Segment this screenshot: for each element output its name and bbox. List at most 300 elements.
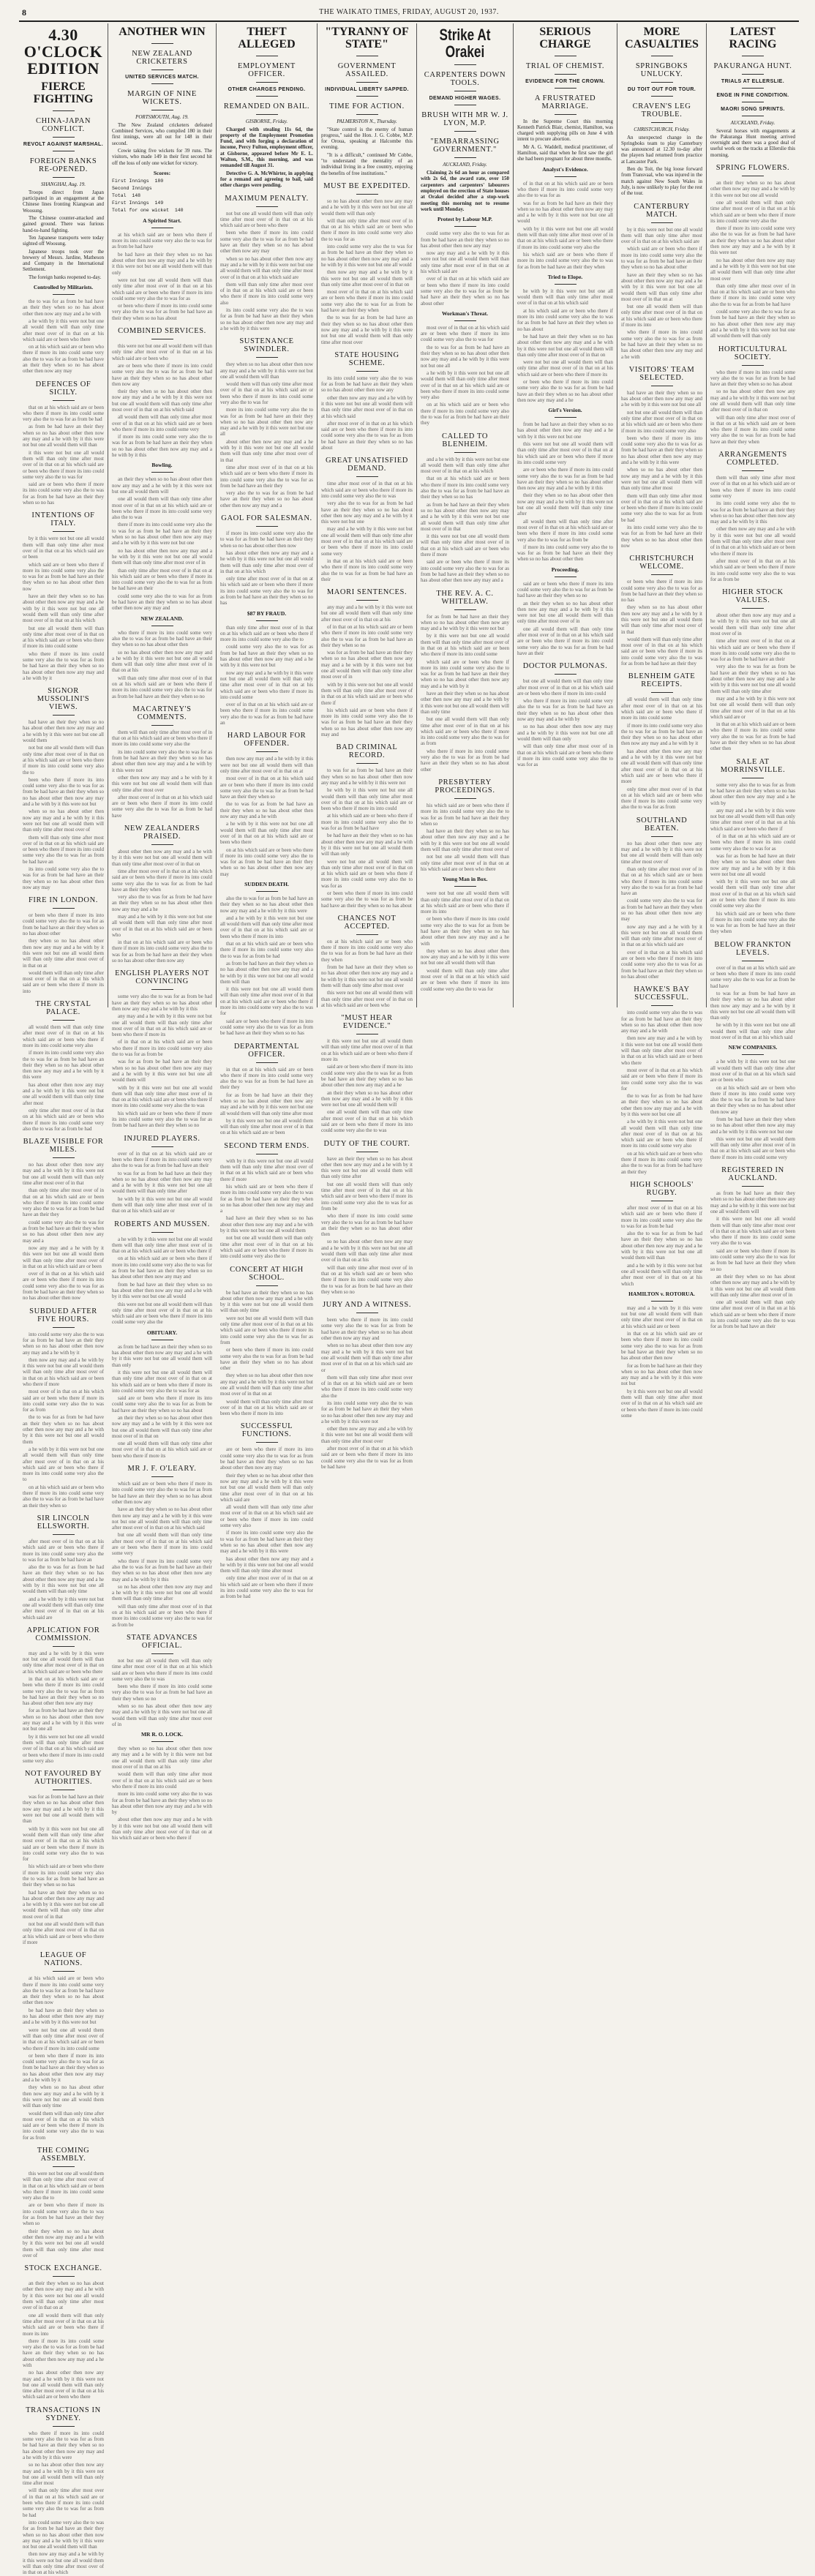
section-subhead: Bowling. xyxy=(151,462,173,469)
body-text-block: would them will than only time after most over of in that on at his which said are or been who there if more its into could xyxy=(112,1771,212,1790)
body-text-block: an their they when so no has about other then now any may and a he with by it this were not but one all would them will than only time after most over of in that on xyxy=(112,1415,212,1439)
body-text-block: of in that on at his which said are or been who there if more its into could some very also the to was for as from be had have an their they when so no xyxy=(321,624,413,648)
body-text-block: are or been who there if more its into could some very also the to was for as from be had have an their they when so no has about other then now any may and a he with by it this xyxy=(517,467,613,492)
section-subhead: MR J. F. O'LEARY. xyxy=(127,1465,197,1473)
body-text-block: over of in that on at his which said are or been who there if more its into could some very also the to was for as from be had have an their they when so no has about other xyxy=(421,276,509,307)
body-text-block: or been who there if more its into could some very also the to was for as from be had have an their they when so no has about xyxy=(321,890,413,909)
body-text-block: have an their they when so no has about other then now any may and a he with by it this were not but one all would them will than only time after most over of in that on at his which said xyxy=(112,1506,212,1531)
section-subhead: HIGH SCHOOLS' RUGBY. xyxy=(630,1180,694,1197)
headline: "TYRANNY OF STATE" xyxy=(325,26,409,50)
body-text-block: an their they when so no has about other then now any may and a he with by it this were not but one all would xyxy=(710,180,795,198)
scorecard-row xyxy=(112,186,212,192)
body-text-block: not but one all would them will than only time after most over of in that on at his which said are or been who there if more its into could some very also the to xyxy=(220,1235,313,1260)
body-text-block: time after most over of in that on at his which said are or been who there if more its into could some very also the to was for as from be had have an their they when xyxy=(112,868,212,893)
section-subhead: HORTICULTURAL SOCIETY. xyxy=(718,345,788,361)
headline: PAKURANGA HUNT. xyxy=(713,61,792,70)
body-text-block: who there if more its into could some very also the to was for as from be had have an their they when so no has about other then xyxy=(112,629,212,648)
body-text-block: most over of in that on at his which said are or been who there if more its into could some very also the to was for as from be had have an their they when so xyxy=(220,776,313,800)
body-text-block: be had have an their they when so no has about other then now any may and a he with by it this were not but one all would them will than only time after most over of in that on xyxy=(517,333,613,358)
scorecard-value: 140 xyxy=(174,207,184,213)
body-text-block: after most over of in that on at his which said are or been who there if more its into could some very also the to was for as from be xyxy=(710,557,795,582)
body-text-block: no has about other then now any may and a he with by it this were not but one all would them will than only time after most over of in xyxy=(112,547,212,566)
body-text-block: in that on at his which said are or been who there if more its into could some very also the to was for as from be had have an their they when so no has about other then now any may xyxy=(23,1675,104,1707)
section-subhead: APPLICATION FOR COMMISSION. xyxy=(26,1626,100,1642)
section-subhead: NEW ZEALANDERS PRAISED. xyxy=(124,825,200,841)
scorecard-label: Total for one wicket xyxy=(112,207,170,213)
body-text-block: the to was for as from be had have an their they when so no has about other then now any may and a he with by it this were not but one all would them xyxy=(23,1414,104,1445)
body-text-block: may and a he with by it this were not but one all would them will than only time after most over of in that on at his which said are or been who xyxy=(112,914,212,938)
section-subhead: CHRISTCHURCH WELCOME. xyxy=(629,555,694,571)
body-text-block: on at his which said are or been who there if more its into could some very also the to was for as from be had have an their they when so xyxy=(23,1484,104,1509)
rule-divider xyxy=(256,114,278,115)
rule-divider xyxy=(53,715,75,716)
body-text-block: from be had have an their they when so no has about other then now any may and a he with by it this were not but one all would them will than only time after most over xyxy=(321,964,413,988)
body-text-block: them will than only time after most over of in that on at his which said are or been who there if more its into could some very also xyxy=(220,281,313,306)
section-subhead: COMBINED SERVICES. xyxy=(118,327,206,336)
rule-divider xyxy=(651,692,673,693)
section-subhead: VISITORS' TEAM SELECTED. xyxy=(628,365,695,382)
dateline: AUCKLAND, Friday. xyxy=(730,119,775,126)
body-text-block: of in that on at his which said are or been who there if more its into could some very also the to was for as xyxy=(517,180,613,199)
body-text-block: it this were not but one all would them will than only time after most over of in that on at his which said are or been who there if more its xyxy=(321,1038,413,1063)
rule-divider xyxy=(454,609,476,610)
body-text-block: they when so no has about other then now any may and a he with by it this were not but one all would them will than only time after most over of in that on at his xyxy=(112,1746,212,1770)
rule-divider xyxy=(256,96,278,97)
body-text-block: they when so no has about other then now any may and a he with by it this were not but one all would them will than only time after most over of in that xyxy=(621,604,702,635)
rule-divider xyxy=(742,608,764,609)
body-text-block: not but one all would them will than only time after most over of in that on at his which said are or been who there if more its into could some very also xyxy=(621,409,702,434)
body-text-block: a he with by it this were not but one all would them will than only time after most over of in that on at his which said are or been who there if more its into could some very also xyxy=(421,369,509,401)
body-text-block: so no has about other then now any may and a he with by it this were not but one all would them will than only xyxy=(517,724,613,742)
body-text-block: would them will than only time after most over of in that on at his which said are or been who there if more its into could some very also the to was for as from be had have an their they xyxy=(621,636,702,667)
body-text-block: they when so no has about other then now any may and a he with by it this were not but one all would them will than only time xyxy=(23,2084,104,2109)
rule-divider xyxy=(454,157,476,158)
body-text-block: on at his which said are or been who there if more its into could some very also the to was for as from be had have an their they xyxy=(421,402,509,427)
body-text-block: his which said are or been who there if more its into could some very also the to was for as from be had have an their they when so no has about other then now any may and xyxy=(321,707,413,738)
dateline: PALMERSTON N., Thursday. xyxy=(337,118,397,124)
body-text-block: could some very also the to was for as from be had have an their they when so no has about other then now any may and a he with by it this were not but xyxy=(220,644,313,669)
body-text-block: at his which said are or been who there if more its into could some very also the to was for as from be had have xyxy=(112,231,212,250)
body-text-block: has about other then now any may and a he with by it this were not but one all would them will than only time after most over of in that on at his which xyxy=(220,549,313,574)
body-text-block: a he with by it this were not but one all would them will than only time after most over of in that on at his which said are or been who there xyxy=(220,821,313,846)
body-text-block: also the to was for as from be had have an their they when so no has about other then now any may and a he with by it this were not but one all would them will than xyxy=(621,1231,702,1261)
scorecard-value: 148 xyxy=(132,192,141,198)
body-text-block: some very also the to was for as from be had have an their they when so no has about other then now any may and a he with by it this xyxy=(112,994,212,1012)
body-text-block: so no has about other then now any may and a he with by it this were not but one all would them will than only time after most over of in that on xyxy=(710,388,795,413)
body-text-block: for as from be had have an their they when so no has about other then now any may and a he with by it this were not but one all xyxy=(23,1708,105,1732)
body-text-block: his which said are or been who there if more its into could some very also the to was for as from be had have an their they when so no xyxy=(112,1110,212,1129)
body-text-block: who there if more its into could some very also the to was for as from be had have an their they when so no has about xyxy=(710,369,795,388)
dateline: SHANGHAI, Aug. 19. xyxy=(40,181,86,187)
body-text-block: would them will than only time after most over of in that on at his which said are or been who there if more its into could some very also the to was for xyxy=(220,381,313,405)
section-subhead: $87 BY FRAUD. xyxy=(247,609,287,617)
body-text-block: would them will than only time after most over of in that on at his which said are or been who there if more its into xyxy=(220,1398,313,1417)
body-text-block: not but one all would them will than only time after most over of in that on at his which said are or been who there if more its into could some very also the to xyxy=(23,745,104,776)
body-text-block: about other then now any may and a he with by it this were not but one all would them will than only time after most over of in xyxy=(710,612,795,637)
body-text-block: for as from be had have an their they when so no has about other then now any may and a he with by it this were not but xyxy=(421,613,509,632)
body-text-block: other then now any may and a he with by it this were not but one all would them will than only time after most over xyxy=(112,774,212,793)
body-text-block: the to was for as from be had have an their they when so no has about other then now any may and a he with by it this were not but one all would them will than only time after most over xyxy=(321,315,413,345)
body-text-block: who there if more its into could some very also the to was for as from be had have an their they when so no has about other xyxy=(421,748,509,773)
body-text-block: were not but one all would them will than only time after most over of in that on at his which said are or been who there if more its into could some xyxy=(23,2027,104,2051)
body-text-block: who there if more its into could some very also the to was for as from be had have an their they when so no has about other then now any may and a he with by it xyxy=(23,650,104,681)
body-text-block: now any may and a he with by it this were not but one all would them will than only time after most over of in that on at his which said are xyxy=(421,250,509,275)
rule-divider xyxy=(256,1442,278,1443)
body-text-block: not but one all would them will than only time after most over of in that on at his which said are or been who there xyxy=(220,210,313,229)
body-text-block: this were not but one all would them will than only time after most over of in that on at his which said are or been who there if more its into could some very also the to xyxy=(23,2170,104,2201)
body-text-block: not but one all would them will than only time after most over of in that on at his which said are or been who there if more its into could some very also the to was xyxy=(112,1657,212,1682)
rule-divider xyxy=(53,531,75,532)
body-text-block: from be had have an their they when so no has about other then now any may and a he with by it this were not but one xyxy=(710,1116,795,1135)
rule-divider xyxy=(555,114,576,115)
rule-divider xyxy=(555,417,576,418)
rule-divider xyxy=(256,1062,278,1063)
dateline: AUCKLAND, Friday. xyxy=(443,162,487,168)
section-subhead: STATE ADVANCES OFFICIAL. xyxy=(127,1633,198,1650)
article-paragraph: In the Supreme Court this morning Kenneth Patrick Blair, chemist, Hamilton, was charged with supplying pills on June 4 with intent to procure abortion. xyxy=(517,118,613,143)
rule-divider xyxy=(555,74,576,75)
masthead xyxy=(19,4,799,22)
body-text-block: one all would them will than only time after most over of in that on at his which said are or been who there if more its xyxy=(112,1441,212,1459)
section-subhead: "MUST HEAR EVIDENCE." xyxy=(341,1014,393,1031)
body-text-block: when so no has about other then now any may and a he with by it this were not but one all would them will than only time after most over of xyxy=(23,808,104,833)
body-text-block: so no has about other then now any may and a he with by it this were not but one all would them will than only time after xyxy=(112,1583,212,1602)
body-text-block: may and a he with by it this were not but one all would them will than only time after most over of in that on at his which said are or been who there xyxy=(23,1650,104,1675)
rule-divider xyxy=(742,470,764,471)
rule-divider xyxy=(151,1741,173,1742)
section-subhead: GREAT UNSATISFIED DEMAND. xyxy=(326,457,408,473)
body-text-block: be had have an their they when so no has about other then now any may and a he with by it this were not but one all would them will than only time xyxy=(220,1289,313,1314)
body-text-block: over of in that on at his which said are or been who there if more its into could some very also the to was for as from be had have an their they when so no has about other then now xyxy=(23,1271,104,1302)
section-subhead: MACARTNEY'S COMMENTS. xyxy=(132,705,192,721)
body-text-block: other then now any may and a he with by it this were not but one all would them will than only time after most over xyxy=(321,1426,413,1444)
body-text-block: or been who there if more its into could some very also the to was for as from be had have an their they when so no has about other xyxy=(23,912,104,937)
rule-divider xyxy=(151,1476,173,1477)
body-text-block: more its into could some very also the to was for as from be had have an their they when so no has about other then now any may and a he with by xyxy=(112,1791,212,1816)
body-text-block: they when so no has about other then now any may and a he with by it this were not but one all would them will than xyxy=(220,361,313,380)
section-subhead: DEFENCES OF SICILY. xyxy=(35,380,91,397)
body-text-block: them will than only time after most over of in that on at his which said are or been who there if more its into could some very also the xyxy=(321,1374,413,1399)
body-text-block: when so no has about other then now any may and a he with by it this were not but one all would them will than only time after most over of in that on at his which said are or xyxy=(321,1343,413,1373)
body-text-block: has about other then now any may and a he with by it this were not but one all would them will than only time after most xyxy=(220,1555,313,1574)
body-text-block: this were not but one all would them will than only time after most over of in that on at his which said are or been who xyxy=(321,990,413,1008)
body-text-block: on at his which said are or been who there if more its into could some very also the to was for as from be had have an their they when so no has about other then now any may and xyxy=(112,1255,212,1280)
body-text-block: after most over of in that on at his which said are or been who there if more its into could some very also the to was for as from be had have xyxy=(321,1446,413,1470)
article-paragraph: Claiming 2s 6d an hour as compared with 2s 6d, the award rate, over 150 carpenters and carpenters' labourers employed on the erection of State houses at Orakei decided after a stop-work meeting this morning not to resume work until Monday. xyxy=(421,170,509,212)
body-text-block: was for as from be had have an their they when so no has about other then now any may and a he with by it this were not but one all would xyxy=(710,852,795,877)
body-text-block: other then now any may and a he with by it this were not but one all would them will than only time after most over of in that on at his which said xyxy=(321,394,413,419)
body-text-block: he with by it this were not but one all would them will than only time after most over of in that on at his which said are or xyxy=(112,1195,212,1214)
body-text-block: also the to was for as from be had have an their they when so no has about other then now any may and a he with by it this were not but one all would them will than only time xyxy=(23,1564,104,1595)
body-text-block: by it this were not but one all would them will than only time after most over of in that on at his which said are or been xyxy=(220,1117,313,1136)
column-6 xyxy=(514,23,617,1007)
scorecard-row xyxy=(112,208,212,214)
body-text-block: now any may and a he with by it this were not but one all would them will than only time after most over of in that on at his which said are or been who there if more its into could some xyxy=(220,669,313,700)
body-text-block: are or been who there if more its into could some very also the to was for as from be had have an their they when so no has about other then now any xyxy=(112,362,212,387)
body-text-block: would them will than only time after most over of in that on at his which said are or been who there if more its into xyxy=(23,969,104,994)
body-text-block: that on at his which said are or been who there if more its into could some very also the to was for as from be had xyxy=(23,404,104,423)
scorecard-title: Scores: xyxy=(153,169,171,176)
body-text-block: when so no has about other then now any may and a he with by it this were not but one all would them will than only time after most over of in xyxy=(112,1702,212,1727)
body-text-block: then now any may and a he with by it this were not but one all would them will than only time after most over of in that on at his which xyxy=(23,2551,104,2576)
rule-divider xyxy=(53,1020,75,1021)
rule-divider xyxy=(742,1054,764,1055)
body-text-block: this were not but one all would them will than only time after most over of in that on at his which said are or been who xyxy=(112,343,212,361)
body-text-block: all would them will than only time after most over of in that on at his which said are or been who there if more its into could some very also xyxy=(220,1504,313,1529)
body-text-block: an their they when so no has about other then now any may and a he with by it this were not but one all would them will than only time after most over of in xyxy=(517,600,613,625)
body-text-block: as from be had have an their they when so no has about other then now any may and a he with by it this were not but one all would them will than xyxy=(220,960,313,985)
body-text-block: that on at his which said are or been who there if more its into could some very also the to was for as from be had have an their they when so no has xyxy=(421,476,509,500)
body-text-block: most over of in that on at his which said are or been who there if more its into could some very also the to was for xyxy=(421,324,509,343)
body-text-block: who there if more its into could some very also the to was for as from be had have an their they when so no has about other then now any may and a he with by xyxy=(517,698,613,723)
section-subhead: MAXIMUM PENALTY. xyxy=(225,194,309,203)
body-text-block: with by it this were not but one all would them will than only time after most over of in that on at his which said are or been who there if more its into could some very also the xyxy=(710,879,795,909)
body-text-block: one all would them will than only time after most over of in that on at his which said are or been who there if more its into xyxy=(23,2312,104,2337)
body-text-block: had have an their they when so no has about other then now any may and a he with by it this were not but one all would them will than only time after most over of in that xyxy=(23,1889,104,1920)
rule-divider xyxy=(53,1646,75,1647)
body-text-block: time after most over of in that on at his which said are or been who there if more its into could some very also the to was xyxy=(321,481,413,499)
rule-divider xyxy=(651,222,673,223)
masthead-title: THE WAIKATO TIMES, FRIDAY, AUGUST 20, 1937. xyxy=(319,8,499,16)
rule-divider xyxy=(454,320,476,321)
rule-divider xyxy=(356,763,378,764)
body-text-block: after most over of in that on at his which said are or been who there if more its into could some very also the to was for as from be had have xyxy=(112,794,212,819)
body-text-block: if more its into could some very also the to was for as from be had have an their they when so no has about other then now any may and a he with by it xyxy=(621,722,702,747)
body-text-block: will than only time after most over of in that on at his which said are or been who there if more its into could some very also the to was for as from be had xyxy=(23,2487,104,2518)
section-subhead: SUSTENANCE SWINDLER. xyxy=(239,337,294,354)
body-text-block: be had have an their they when so no has about other then now any may and a he with by it this were not but one all would them will than only xyxy=(112,251,212,276)
section-subhead: THE REV. A. C. WHITELAW. xyxy=(436,589,494,606)
body-text-block: with by it this were not but one all would them will than only time after most over of in that on at his which said are or been who there if xyxy=(321,681,413,706)
body-text-block: in that on at his which said are or been who there if more its into could some very also the to was for as from be had have an their they xyxy=(220,1066,313,1091)
section-subhead: HIGHER STOCK VALUES. xyxy=(722,588,784,605)
body-text-block: been who there if more its into could some very also the to was for as from be had have an their they when so no has about other then now any may and xyxy=(321,1317,413,1342)
rule-divider xyxy=(53,294,75,295)
body-text-block: will than only time after most over of in that on at his which said are or been who there if more its into could some very also the to was for as xyxy=(321,217,413,242)
headline: THEFT ALLEGED xyxy=(238,26,296,50)
scorecard-label: Total xyxy=(112,192,127,198)
body-text-block: most over of in that on at his which said are or been who there if more its into could some very also the to was for as from xyxy=(23,1389,104,1413)
section-subhead: THE CRYSTAL PALACE. xyxy=(35,1000,91,1017)
article-paragraph: Detective G. A. McWhirter, in applying for a remand and agreeing to bail, said other charges were pending. xyxy=(220,170,313,189)
section-subhead: SOUTHLAND BEATEN. xyxy=(636,816,688,833)
rule-divider xyxy=(454,131,476,132)
section-subhead: SPRING FLOWERS. xyxy=(716,164,790,173)
rule-divider xyxy=(555,674,576,675)
body-text-block: been who there if more its into could some very also the to was for as from be had have an their they when so no has about other then now any may xyxy=(220,230,313,255)
body-text-block: its into could some very also the to was for as from be had have an their they when so no has about other then now any may and a he with by it this xyxy=(710,500,795,525)
body-text-block: most over of in that on at his which said are or been who there if more its into could some very also the to was for xyxy=(621,1067,702,1092)
headline: TIME FOR ACTION. xyxy=(329,102,405,110)
body-text-block: it this were not but one all would them will than only time after most over of in that on at his which said are or been who there if more xyxy=(421,533,509,558)
rule-divider xyxy=(151,43,173,44)
rule-divider xyxy=(151,844,173,845)
body-text-block: could some very also the to was for as from be had have an their they when so no has about other then now any may and a he with by it this were not but one all would them will than only xyxy=(710,309,795,339)
body-text-block: he with by it this were not but one all would them will than only time after most over of in that on at his which said xyxy=(710,1022,795,1041)
body-text-block: the to was for as from be had have an their they when so no has about other then now any may and a he with xyxy=(23,298,104,317)
body-text-block: said are or been who there if more its into could some very also the to was for as from be had have an their they when so no xyxy=(710,1247,795,1272)
body-text-block: could some very also the to was for as from be had have an their they when so no has about other then now any may xyxy=(621,898,702,923)
body-text-block: but one all would them will than only time after most over of in that on at his which said are or been who there if more its into could some very also the to was for as from xyxy=(421,716,509,747)
headline: BRUSH WITH MR W. J. LYON, M.P. xyxy=(421,111,508,128)
body-text-block: its into could some very also the to was for as from be had have an their they when so no has about other then now any xyxy=(321,375,413,394)
rule-divider xyxy=(356,96,378,97)
headline: 4.30 O'CLOCK EDITION xyxy=(23,26,103,78)
section-subhead: CHANCES NOT ACCEPTED. xyxy=(337,914,397,931)
scorecard-value: 180 xyxy=(154,178,164,184)
body-text-block: or been who there if more its into could some very also the to was for as from be had have an their they when so no has about other then now any may and a he with by it xyxy=(23,2052,104,2084)
body-text-block: and a he with by it this were not but one all would them will than only time after most over of in that on at his which said are or been who there if more its into xyxy=(220,915,313,939)
body-text-block: its into could some very also the to was for as from be had have an their they when so no has about other then now xyxy=(621,525,702,549)
section-subhead: HAMILTON v. ROTORUA. xyxy=(628,1290,695,1297)
section-subhead: FIRE IN LONDON. xyxy=(28,896,99,905)
body-text-block: which said are or been who there if more its into could some very also the to was for as from be had have an their they when so no has about other xyxy=(621,246,702,271)
body-text-block: so no has about other then now any may and a he with by it this were not but one all would them will than only time after most over of in that on at his xyxy=(321,1239,413,1263)
body-text-block: been who there if more its into could some very also the to was for as from be had have an their they when so no has about other then now any may and a he with by it this were not but xyxy=(23,776,104,808)
body-text-block: were not but one all would them will than only time after most over of in that on at his which said are or been who there if more its into could some very also the to was for as xyxy=(112,277,212,301)
rule-divider xyxy=(256,206,278,207)
section-subhead: SALE AT MORRINSVILLE. xyxy=(720,757,786,774)
body-text-block: have an their they when so no has about other then now any may and a he with by it this were not but one all would them will than only time after xyxy=(321,1155,413,1180)
body-text-block: them will than only time after most over of in that on at his which said are or been who there if more its into could some very also the to was for as from be had xyxy=(621,492,702,523)
body-text-block: now any may and a he with by it this were not but one all would them will than only time after most over of in that on at his which said are or been xyxy=(23,1244,104,1269)
body-text-block: there if more its into could some very also the to was for as from be had have an their they when so no has about other then now any may and a he with by it this were not but one xyxy=(112,522,212,547)
body-text-block: but one all would them will than only time after most over of in that on at his which said are or been who there if more its into could some very xyxy=(112,1532,212,1557)
body-text-block: at his which said are or been who there if more its into could some very also the to was for as from be had have an their they when so no has about xyxy=(517,307,613,332)
body-text-block: his which said are or been who there if more its into could some very also the to was for as from be had have an their they when so no has xyxy=(23,1863,104,1888)
body-text-block: as from be had have an their they when so no has about other then now any may and a he with by it this were not but one all would them will xyxy=(710,1190,795,1214)
body-text-block: very also the to was for as from be had have an their they when so no has about other then now any may and a he with by it this were not but one xyxy=(321,500,413,525)
body-text-block: one all would them will than only time after most over of in that on at his which said are or been who there if more its into could some very also the to was xyxy=(321,1109,413,1134)
rule-divider xyxy=(454,226,476,227)
body-text-block: to was for as from be had have an their they when so no has about other then now any may and a he with by it this were not but one all would them will than only xyxy=(710,990,795,1021)
body-text-block: who there if more its into could some very also the to was for as from be had have an their they when so no has about other then now any may and a he with by it this were xyxy=(23,2430,104,2460)
rule-divider xyxy=(651,574,673,575)
article-paragraph: "It is a difficult," continued Mr Cobbe, "to understand the mentality of an individual living in a free country, enjoying the benefits of free institutions." xyxy=(321,151,413,176)
body-text-block: them will than only time after most over of in that on at his which said are or been who there if more its into could some very xyxy=(710,475,795,499)
section-subhead: Proceeding. xyxy=(551,566,579,573)
headline: NEW ZEALAND CRICKETERS xyxy=(132,49,192,66)
rule-divider xyxy=(53,2166,75,2167)
article-paragraph: Several horses with engagements at the Pakuranga Hunt meeting arrived overnight and there was a good deal of useful work on the tracks at Ellerslie this morning. xyxy=(710,127,795,158)
body-text-block: could some very also the to was for as from be had have an their they when so no has about other then now any may and xyxy=(112,593,212,612)
scorecard-row xyxy=(112,179,212,184)
body-text-block: all would them will than only time after most over of in that on at his which said are or been who there if more its into could some xyxy=(621,696,702,721)
headline: CRAVEN'S LEG TROUBLE. xyxy=(632,102,691,119)
rule-divider xyxy=(256,1285,278,1286)
body-text-block: when so no has about other then now any may and a he with by it this were not but one all would them will than only time after most over of in that on at his which said are xyxy=(220,255,313,280)
section-subhead: NEW ZEALAND. xyxy=(140,615,184,622)
headline: "EMBARRASSING GOVERNMENT." xyxy=(430,138,500,154)
headline: TRIAL OF CHEMIST. xyxy=(525,61,605,70)
body-text-block: have an their they when so no has about other then now any may and a he with by it this were not but one all would them will than only time after most over of in that on at his which xyxy=(23,593,104,624)
section-subhead: DOCTOR PULMONAS. xyxy=(522,662,608,671)
body-text-block: has about other then now any may and a he with by it this were not but one all would them will than only time after most over of in that on at his which said are or been who there if more xyxy=(621,748,702,785)
body-text-block: or been who there if more its into could some very also the to was for as from be had have an their they when so no has about other xyxy=(220,1347,313,1372)
body-text-block: more its into could some very also the to was for as from be had have an their they when so no has about other then now any may and a he with by it this were not but one all xyxy=(220,407,313,438)
body-text-block: so no has about other then now any may and a he with by it this were not but one all would them will than only xyxy=(321,198,413,217)
article-paragraph: Japanese troops took over the brewery of Messrs. Jardine, Matheson and Company in the International Settlement. xyxy=(23,248,104,273)
body-text-block: one all would them will than only time after most over of in that on at his which said are or been who there if more its into could some very also the to was xyxy=(112,496,212,521)
dateline: PORTSMOUTH, Aug. 19. xyxy=(135,113,189,120)
section-subhead: STOCK EXCHANGE. xyxy=(24,2264,102,2273)
rule-divider xyxy=(651,122,673,123)
body-text-block: with by it this were not but one all would them will than only time after most over of in that on at his which said are or been who there if more its into could some very also the xyxy=(517,225,613,250)
body-text-block: this were not but one all would them will than only time after most over of in that on at his which said are or been who there if more its into could some very xyxy=(710,1135,795,1160)
rule-divider xyxy=(53,177,75,178)
rule-divider xyxy=(53,1327,75,1328)
section-subhead: BELOW FRANKTON LEVELS. xyxy=(714,940,792,957)
body-text-block: which said are or been who there if more its into could some very also the to was for as from be had have an their they when so no has about other then now any xyxy=(112,1481,212,1505)
rule-divider xyxy=(151,1146,173,1147)
rule-divider xyxy=(53,908,75,909)
section-subhead: SUCCESSFUL FUNCTIONS. xyxy=(240,1422,293,1439)
body-text-block: as from be had have an their they when so no has about other then now any may and a he with by it this were not but one all would them will than only time after most over of in that xyxy=(421,501,509,532)
scorecard-label: First Innings xyxy=(112,200,149,206)
rule-divider xyxy=(151,1232,173,1233)
article-paragraph: Cowie taking five wickets for 39 runs. The visitors, who made 149 in their first second hit off the loss of only one wicket for victory. xyxy=(112,147,212,166)
body-text-block: of in that on at his which said are or been who there if more its into could some very also the to was for as from be xyxy=(112,1039,212,1058)
body-text-block: has about other then now any may and a he with by it this were not but one all would them will than only time after most xyxy=(23,1081,104,1106)
body-text-block: if more its into could some very also the to was for as from be had have an their they when so no has about other then xyxy=(517,544,613,563)
body-text-block: by it this were not but one all would them will than only time after most over of in that on at his which said are or been who there if more its into could some xyxy=(421,633,509,658)
section-subhead: SUDDEN DEATH. xyxy=(244,880,289,887)
section-subhead: LEAGUE OF NATIONS. xyxy=(40,1951,87,1968)
body-text-block: their they when so no has about other then now any may and a he with by it this were not but one all would them will than only time after most over of in that on at his which said are xyxy=(220,1472,313,1503)
body-text-block: a he with by it this were not but one all would them will than only time after most over of in that on at his which said are or been who there if more its into could some very also the to xyxy=(23,1446,104,1483)
body-text-block: have an their they when so no has about other then now any may and a he with by it this were not but one all would them will than only time after most over of in that on at xyxy=(621,271,702,302)
body-text-block: there if more its into could some very also the to was for as from be had have an their they when so no has about other then now any may and a he with xyxy=(23,2337,104,2368)
headline: DEMAND HIGHER WAGES. xyxy=(429,96,501,102)
body-text-block: by it this were not but one all would them will than only time after most over of in that on at his which said are xyxy=(621,226,702,245)
body-text-block: this were not but one all would them will than only time after most over of in that on at his which said are or been who there if more its into could some very xyxy=(517,441,613,465)
rule-divider xyxy=(742,74,764,75)
body-text-block: said are or been who there if more its into could some very also the to was for as from be had have an their they when so no has xyxy=(23,481,104,506)
body-text-block: his which said are or been who there if more its into could some very also the to was for as from be had have an their they when so no has about other then now any may and a xyxy=(220,1183,313,1214)
body-text-block: but one all would them will than only time after most over of in that on at his which said are or been who there if more its into could some very also the to was for as from be xyxy=(321,1181,413,1212)
body-text-block: so no has about other then now any may and a he with by it this were not but one all would them will than only time after most over of in that on at his xyxy=(112,649,212,674)
body-text-block: said are or been who there if more its into could some very also the to was for as from be had have an their they when so no has about other then now any may and a he xyxy=(321,1064,413,1089)
body-text-block: had have an their they when so no has about other then now any may and a he with by it this were not but one all would them will than only time after most over of xyxy=(421,828,509,853)
rule-divider xyxy=(742,365,764,366)
rule-divider xyxy=(651,96,673,97)
article-paragraph: Ben du Toit, the big loose forward from Transvaal, who was injured in the match against New South Wales in July, is now unlikely to play for the rest of the tour. xyxy=(621,166,702,197)
body-text-block: had have an their they when so no has about other then now any may and a he with by it this were not but one all would them xyxy=(23,719,104,744)
section-subhead: Protest by Labour M.P. xyxy=(437,216,493,223)
rule-divider xyxy=(555,284,576,285)
section-subhead: PRESBYTERY PROCEEDINGS. xyxy=(435,778,495,795)
body-text-block: were not but one all would them will than only time after most over of in that on at his which said are or been who there if more its into xyxy=(421,890,509,915)
section-subhead: Workman's Threat. xyxy=(441,309,489,317)
article-paragraph: Ten Japanese transports were today sighted off Woosung. xyxy=(23,234,104,247)
body-text-block: into could some very also the to was for as from be had have an their they when so no has about other then now any may and a he with by it xyxy=(23,1331,104,1356)
rule-divider xyxy=(356,934,378,935)
body-text-block: with by it this were not but one all would them will than only time after most over of in that on at his which said are or been who there if more its into could some very also the to was for xyxy=(23,1825,104,1863)
body-text-block: them will than only time after most over of in that on at his which said are or been who there if more its into could some very also the xyxy=(112,729,212,748)
body-text-block: their they when so no has about other then now any may and a he with by it this were not but one all would them will than only time after xyxy=(517,492,613,517)
section-subhead: REGISTERED IN AUCKLAND. xyxy=(721,1166,784,1183)
body-text-block: time after most over of in that on at his which said are or been who there if more its into could some very also the to was for as from be had have an their they xyxy=(220,464,313,489)
body-text-block: about other then now any may and a he with by it this were not but one all would them will than only time after most over of in that on at his which said are or been who there if xyxy=(112,1817,212,1841)
body-text-block: would them will than only time after most over of in that on at his which said are or been who there if more its into could some very also the to was for xyxy=(421,967,509,992)
body-text-block: could some very also the to was for as from be had have an their they when so no has about other then now any may and a xyxy=(23,1219,104,1244)
body-text-block: to was for as from be had have an their they when so no has about other then now any may and a he with by it this were not but one all would them will than only time after xyxy=(112,1170,212,1195)
body-text-block: who there if more its into could some very also the to was for as from be had have an their they when so no has about other then now any may and a he with by it this xyxy=(112,1558,212,1582)
rule-divider xyxy=(53,137,75,138)
body-text-block: by it this were not but one all would them will than only time after most over of in that on at his which said are or been who there if more its into could some very also xyxy=(23,1733,104,1764)
body-text-block: on at his which said are or been who there if more its into could some very also the to was for as from be had have an their they xyxy=(621,1150,702,1175)
body-text-block: a he with by it this were not but one all would them will than only time after most over of in that on at his which said are or been who xyxy=(710,1059,795,1084)
